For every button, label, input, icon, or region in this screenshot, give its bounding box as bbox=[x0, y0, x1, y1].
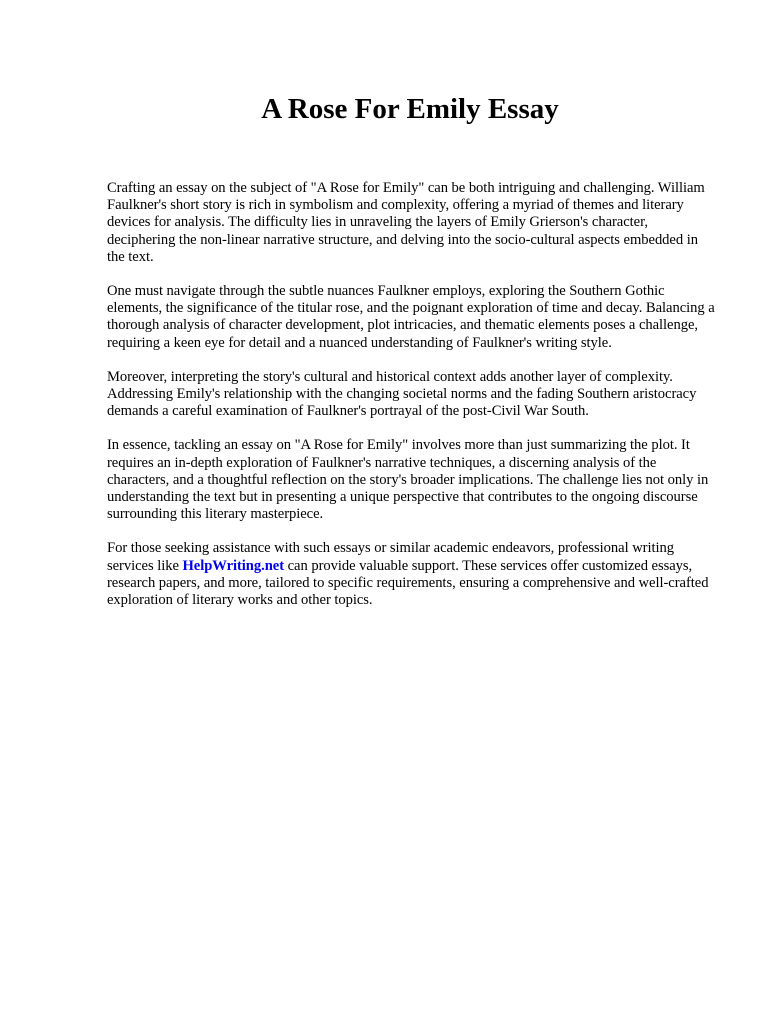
paragraph-5-before-link: For those seeking assistance with such essays or similar academic endeavors, professional writing services like bbox=[107, 540, 675, 574]
page-title: A Rose For Emily Essay bbox=[261, 93, 559, 125]
paragraph-2: One must navigate through the subtle nuances Faulkner employs, exploring the Southern Gothic elements, the significance of the titular rose, and the poignant exploration of time and decay. Balancing a thorough analysis of character development, plot intricacies, and thematic elements poses a challenge, requiring a keen eye for detail and a nuanced understanding of Faulkner's writing style. bbox=[107, 283, 715, 351]
paragraph-1: Crafting an essay on the subject of "A Rose for Emily" can be both intriguing and challenging. William Faulkner's short story is rich in symbolism and complexity, offering a myriad of themes and literary devices for analysis. The difficulty lies in unraveling the layers of Emily Grierson's character, deciphering the non-linear narrative structure, and delving into the socio-cultural aspects embedded in the text. bbox=[107, 180, 705, 265]
paragraph-5-after-link: can provide valuable support. These services offer customized essays, research papers, and more, tailored to specific requirements, ensuring a comprehensive and well-crafted exploration of literary works and other topics. bbox=[107, 557, 709, 609]
paragraph-3: Moreover, interpreting the story's cultural and historical context adds another layer of complexity. Addressing Emily's relationship with the changing societal norms and the fading Southern aristocracy demands a careful examination of Faulkner's portrayal of the post-Civil War South. bbox=[107, 368, 697, 420]
essay-body bbox=[107, 180, 719, 626]
paragraph-5 bbox=[107, 540, 719, 609]
paragraph-4: In essence, tackling an essay on "A Rose for Emily" involves more than just summarizing the plot. It requires an in-depth exploration of Faulkner's narrative techniques, a discerning analysis of the characters, and a thoughtful reflection on the story's broader implications. The challenge lies not only in understanding the text but in presenting a unique perspective that contributes to the ongoing discourse surrounding this literary masterpiece. bbox=[107, 437, 709, 523]
helpwriting-link[interactable]: HelpWriting.net bbox=[182, 557, 285, 574]
